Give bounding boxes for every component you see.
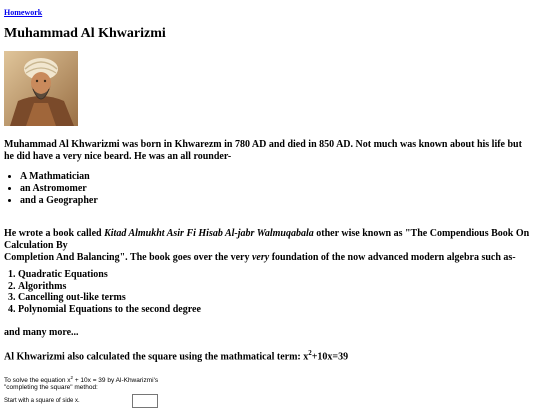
portrait-illustration <box>4 51 78 126</box>
square-exponent: 2 <box>308 349 312 357</box>
square-rest: +10x=39 <box>311 351 349 363</box>
book-text-middle: other wise known as "The Compendious Book On Calculation By <box>4 228 530 251</box>
solve-rest: + 10x = 39 by Al-Khwarizmi's <box>73 377 159 385</box>
list-item: • A Mathmatician <box>20 171 98 183</box>
book-title: Kitad Almukht Asir Fi Hisab Al-jabr Walmuqabala <box>104 228 314 239</box>
list-item: 1. Quadratic Equations <box>18 269 201 281</box>
start-label: Start with a square of side x. <box>4 398 80 404</box>
more-text: and many more... <box>4 327 79 338</box>
portrait-image <box>4 51 78 126</box>
solve-line2: "completing the square" method: <box>4 384 98 392</box>
solve-exponent: 2 <box>70 375 74 380</box>
book-text-prefix: He wrote a book called <box>4 228 105 239</box>
book-paragraph <box>4 228 538 264</box>
list-item: • and a Geographer <box>20 195 98 207</box>
book-text-suffix: foundation of the now advanced modern algebra such as- <box>269 252 516 263</box>
page-title: Muhammad Al Khwarizmi <box>4 26 166 41</box>
homework-link[interactable]: Homework <box>4 8 43 17</box>
book-text-line2: Completion And Balancing". The book goes over the very <box>4 252 252 263</box>
solve-instructions <box>4 374 158 391</box>
side-input[interactable] <box>132 394 158 408</box>
square-text: Al Khwarizmi also calculated the square using the mathmatical term: x <box>4 351 309 363</box>
intro-paragraph: Muhammad Al Khwarizmi was born in Khwarezm in 780 AD and died in 850 AD. Not much was known about his life but he did have a very nice beard. He was an all rounder- <box>4 139 522 162</box>
topics-list <box>4 269 201 315</box>
book-emphasis: very <box>251 252 270 263</box>
roles-list <box>4 171 98 207</box>
list-item: 3. Cancelling out-like terms <box>18 292 201 304</box>
list-item: 4. Polynomial Equations to the second degree <box>18 304 201 316</box>
list-item: 2. Algorithms <box>18 281 201 293</box>
square-paragraph <box>4 349 348 362</box>
list-item: • an Astromomer <box>20 183 98 195</box>
solve-prefix: To solve the equation x <box>4 377 71 385</box>
